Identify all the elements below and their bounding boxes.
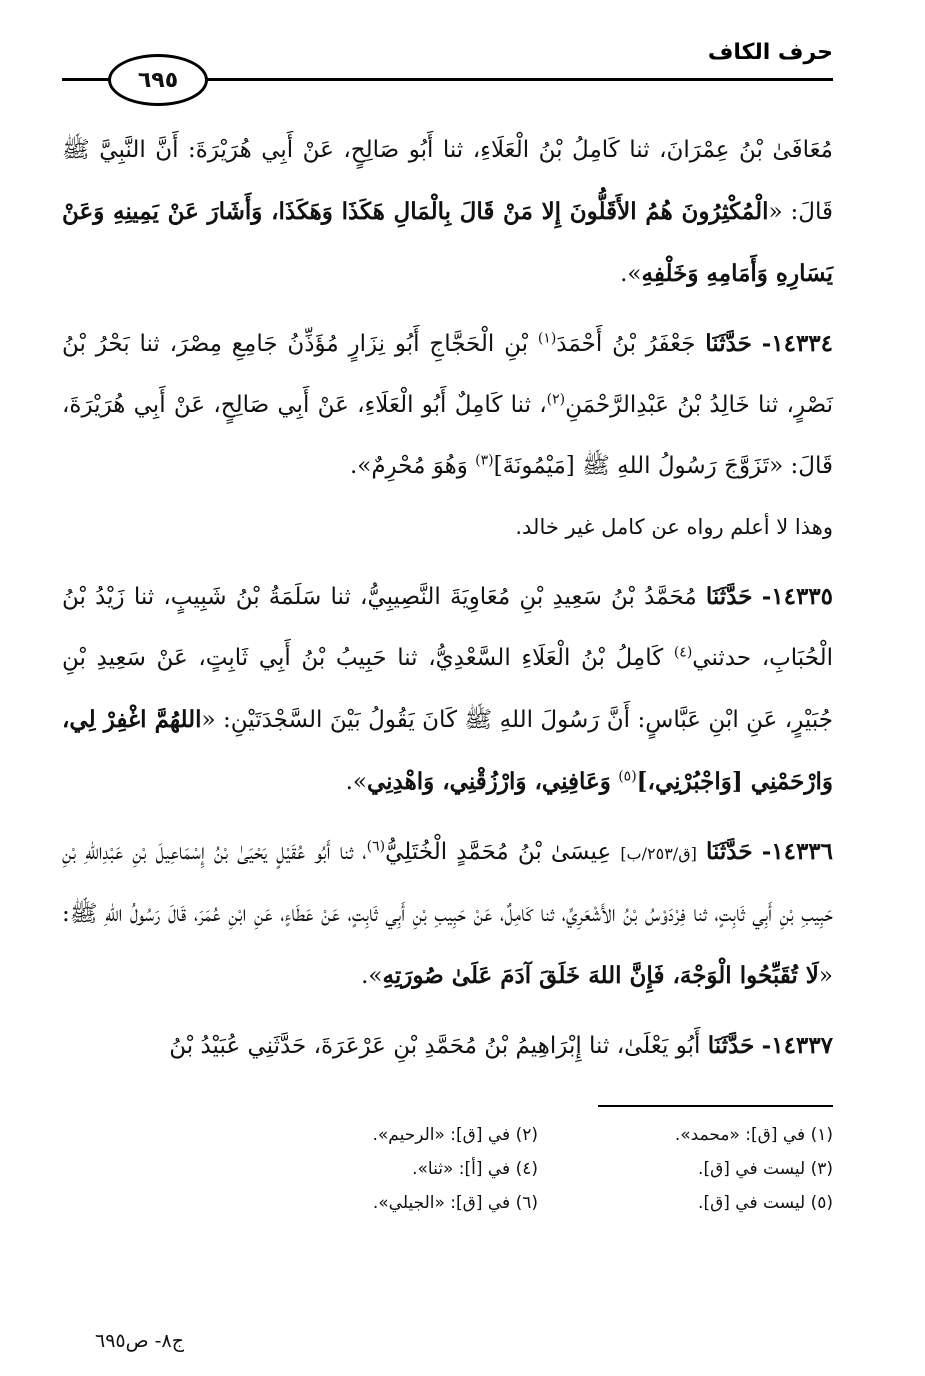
paragraph-continuation [62, 120, 833, 305]
hadith-text: اللهُمَّ اغْفِرْ لِي، وَارْحَمْنِي [وَاجْبُرْنِي،] [62, 706, 833, 795]
footnote-marker[interactable]: (٦) [366, 838, 386, 855]
text-run: مُعَافَىٰ بْنُ عِمْرَانَ، ثنا كَامِلُ بْنُ الْعَلَاءِ، ثنا أَبُو صَالِحٍ، عَنْ أَبِي هُرَيْرَةَ: أَنَّ النَّبِيَّ ﷺ قَالَ: « [62, 137, 833, 225]
text-run: مُحَمَّدُ بْنُ سَعِيدِ بْنِ مُعَاوِيَةَ النَّصِيبِيُّ، ثنا سَلَمَةُ بْنُ شَبِيبٍ، ثنا زَيْدُ بْنُ الْحُبَابِ، حدثني [62, 584, 833, 671]
haddathana-label: حَدَّثَنَا [705, 838, 753, 865]
text-run: ». [620, 261, 642, 287]
text-run: ، ثنا كَامِلٌ أَبُو الْعَلَاءِ، عَنْ أَبِي صَالِحٍ، عَنْ أَبِي هُرَيْرَةَ، قَالَ: «تَزَوَّجَ رَسُولُ اللهِ ﷺ [مَيْمُونَةَ] [62, 392, 833, 479]
text-run: ». [361, 963, 383, 989]
hadith-text: لَا تُقَبِّحُوا الْوَجْهَ، فَإِنَّ اللهَ خَلَقَ آدَمَ عَلَىٰ صُورَتِهِ [382, 962, 819, 989]
text-run: وَهُوَ مُحْرِمٌ». [349, 453, 468, 479]
text-run: عِيسَىٰ بْنُ مُحَمَّدٍ الْخُتَلِيُّ [385, 839, 612, 865]
volume-page-reference: ج٨- ص٦٩٥ [95, 1330, 184, 1352]
main-text [62, 120, 833, 1077]
hadith-14336 [62, 821, 833, 1007]
haddathana-label: حَدَّثَنَا [707, 1032, 755, 1059]
footnote-item: (٢) في [ق]: «الرحيم». [372, 1125, 538, 1145]
footnote-marker[interactable]: (٢) [546, 391, 566, 408]
footnote-marker[interactable]: (١) [537, 330, 557, 347]
hadith-14334 [62, 313, 833, 497]
hadith-number: ١٤٣٣٥- [761, 583, 834, 610]
text-run: ». [345, 769, 367, 795]
footnotes [243, 1125, 833, 1213]
footnote-item: (٦) في [ق]: «الجيلي». [372, 1193, 538, 1213]
hadith-14335 [62, 566, 833, 813]
footnote-marker[interactable]: (٥) [618, 768, 637, 785]
haddathana-label: حَدَّثَنَا [705, 583, 753, 610]
hadith-number: ١٤٣٣٤- [761, 330, 834, 357]
hadith-14337 [62, 1015, 833, 1077]
note-text: وهذا لا أعلم رواه عن كامل غير خالد. [515, 515, 833, 539]
hadith-number: ١٤٣٣٧- [761, 1032, 833, 1059]
hadith-text: الْمُكْثِرُونَ هُمُ الأَقَلُّونَ إِلا مَنْ قَالَ بِالْمَالِ هَكَذَا وَهَكَذَا، وَأَشَارَ عَنْ يَمِينِهِ وَعَنْ يَسَارِهِ وَأَمَامِهِ وَخَلْفِهِ [62, 198, 833, 287]
footnote-item: (٣) ليست في [ق]. [698, 1159, 833, 1179]
footnote-marker[interactable]: (٤) [673, 644, 693, 661]
hadith-text: وَعَافِنِي، وَارْزُقْنِي، وَاهْدِنِي [366, 768, 611, 795]
footnote-item: (٤) في [أ]: «ثنا». [412, 1159, 538, 1179]
editor-note [62, 497, 833, 558]
footnote-rule [598, 1105, 833, 1107]
text-run: أَبُو يَعْلَىٰ، ثنا إِبْرَاهِيمُ بْنُ مُحَمَّدِ بْنِ عَرْعَرَةَ، حَدَّثَنِي عُبَيْدُ بْنُ [169, 1033, 701, 1059]
text-run: ، ثنا أَبُو عُقَيْلٍ يَحْيَىٰ بْنُ إِسْمَاعِيلَ بْنِ عَبْدِاللهِ بْنِ حَبِيبِ بْنِ أَبِي ثَابِتٍ، ثنا فِرْدَوْسُ بْنُ الأَشْعَرِيِّ، ثنا كَامِلٌ، عَنْ حَبِيبِ بْنِ أَبِي ثَابِتٍ، عَنْ عَطَاءٍ، عَنِ ابْنِ عُمَرَ، قَالَ رَسُولُ اللهِ ﷺ: « [62, 839, 833, 989]
page-number: ٦٩٥ [108, 54, 208, 106]
text-run: جَعْفَرُ بْنُ أَحْمَدَ [556, 331, 696, 357]
text-run: كَامِلُ بْنُ الْعَلَاءِ السَّعْدِيُّ، ثنا حَبِيبُ بْنُ أَبِي ثَابِتٍ، عَنْ سَعِيدِ بْنِ جُبَيْرٍ، عَنِ ابْنِ عَبَّاسٍ: أَنَّ رَسُولَ اللهِ ﷺ كَانَ يَقُولُ بَيْنَ السَّجْدَتَيْنِ: « [62, 645, 833, 733]
footnote-item: (١) في [ق]: «محمد». [674, 1125, 833, 1145]
manuscript-reference: [ق/٢٥٣/ب] [620, 844, 697, 863]
footnote-marker[interactable]: (٣) [475, 452, 494, 469]
haddathana-label: حَدَّثَنَا [705, 330, 752, 357]
text-run: بْنِ الْحَجَّاجِ أَبُو نِزَارٍ مُؤَذِّنُ جَامِعِ مِصْرَ، ثنا بَحْرُ بْنُ نَصْرٍ، ثنا خَالِدُ بْنُ عَبْدِالرَّحْمَنِ [62, 331, 834, 418]
hadith-number: ١٤٣٣٦- [761, 838, 834, 865]
footnote-item: (٥) ليست في [ق]. [698, 1193, 833, 1213]
running-title: حرف الكاف [707, 40, 833, 65]
